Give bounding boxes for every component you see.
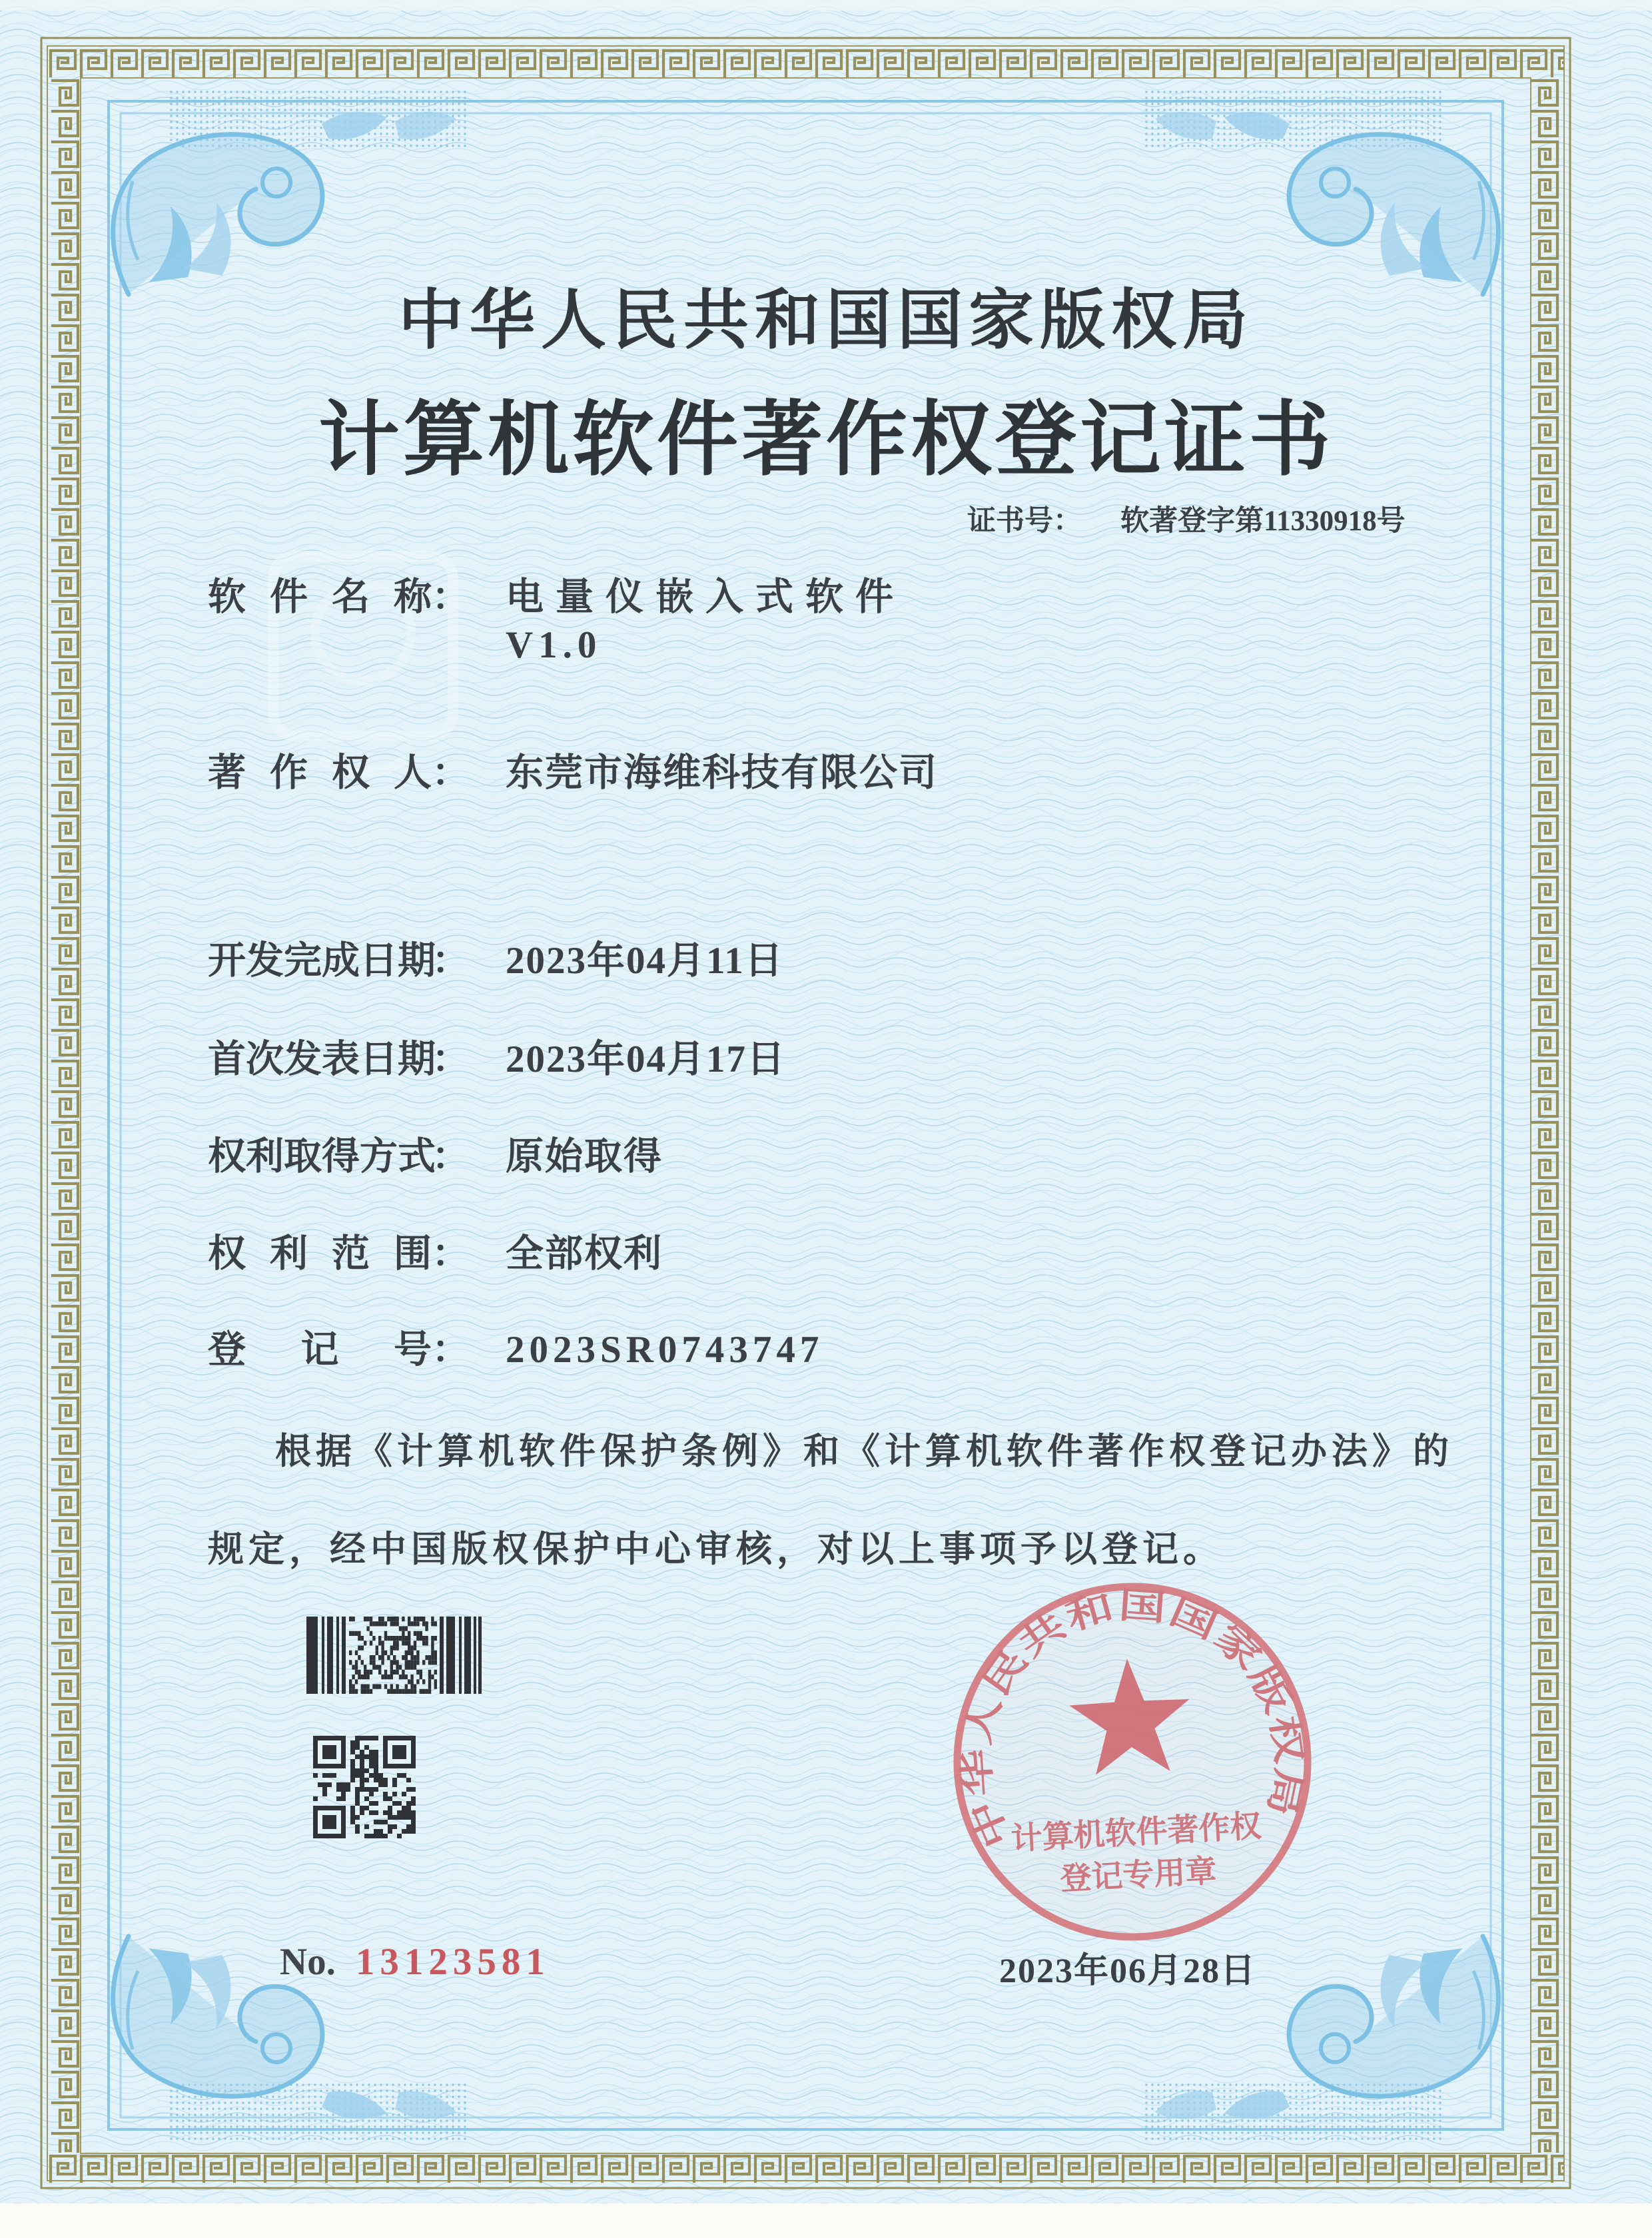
seal-line1: 计算机软件著作权 — [1010, 1808, 1262, 1856]
issue-date: 2023年06月28日 — [999, 1952, 1257, 1990]
field-label: 软件名称 — [208, 575, 432, 618]
field-row-software-name: 软件名称： 电量仪嵌入式软件 — [208, 566, 905, 621]
field-value: 东莞市海维科技有限公司 — [506, 752, 938, 794]
certificate-title: 计算机软件著作权登记证书 — [318, 394, 1334, 485]
field-label: 著作权人 — [208, 751, 432, 794]
field-label: 权利取得方式 — [208, 1135, 436, 1178]
field-value: 全部权利 — [506, 1233, 663, 1275]
software-version: V1.0 — [506, 624, 602, 666]
certificate-number-label: 证书号： — [967, 505, 1082, 537]
field-label: 首次发表日期 — [208, 1038, 436, 1080]
field-value: 原始取得 — [506, 1136, 663, 1178]
field-label: 登记号 — [208, 1328, 432, 1371]
field-row-first-publish-date: 首次发表日期： 2023年04月17日 — [208, 1028, 786, 1083]
field-value: 2023SR0743747 — [506, 1329, 824, 1371]
serial-label: No. — [280, 1941, 336, 1983]
serial-value: 13123581 — [355, 1941, 550, 1983]
serial-number-line — [280, 1940, 550, 1984]
field-row-copyright-owner: 著作权人： 东莞市海维科技有限公司 — [208, 742, 938, 797]
field-row-rights-scope: 权利范围： 全部权利 — [208, 1223, 663, 1278]
authority-title: 中华人民共和国国家版权局 — [398, 283, 1254, 356]
seal-ring-text: 中华人民共和国国家版权局 — [957, 1585, 1309, 1854]
field-row-rights-acquisition: 权利取得方式： 原始取得 — [208, 1126, 663, 1180]
field-label: 权利范围 — [208, 1232, 432, 1275]
field-value: 2023年04月11日 — [506, 940, 784, 982]
statement-line2: 规定，经中国版权保护中心审核，对以上事项予以登记。 — [208, 1529, 1224, 1569]
field-value: 电量仪嵌入式软件 — [506, 576, 905, 618]
field-label: 开发完成日期 — [208, 939, 436, 982]
field-row-registration-number: 登记号： 2023SR0743747 — [208, 1319, 823, 1373]
certificate-number-value: 软著登字第11330918号 — [1120, 506, 1406, 537]
seal-line2: 登记专用章 — [1059, 1852, 1218, 1896]
field-value: 2023年04月17日 — [506, 1038, 786, 1080]
certificate-number-line — [967, 498, 1406, 539]
statement-line1: 根据《计算机软件保护条例》和《计算机软件著作权登记办法》的 — [275, 1431, 1453, 1471]
field-row-dev-complete-date: 开发完成日期： 2023年04月11日 — [208, 930, 784, 984]
